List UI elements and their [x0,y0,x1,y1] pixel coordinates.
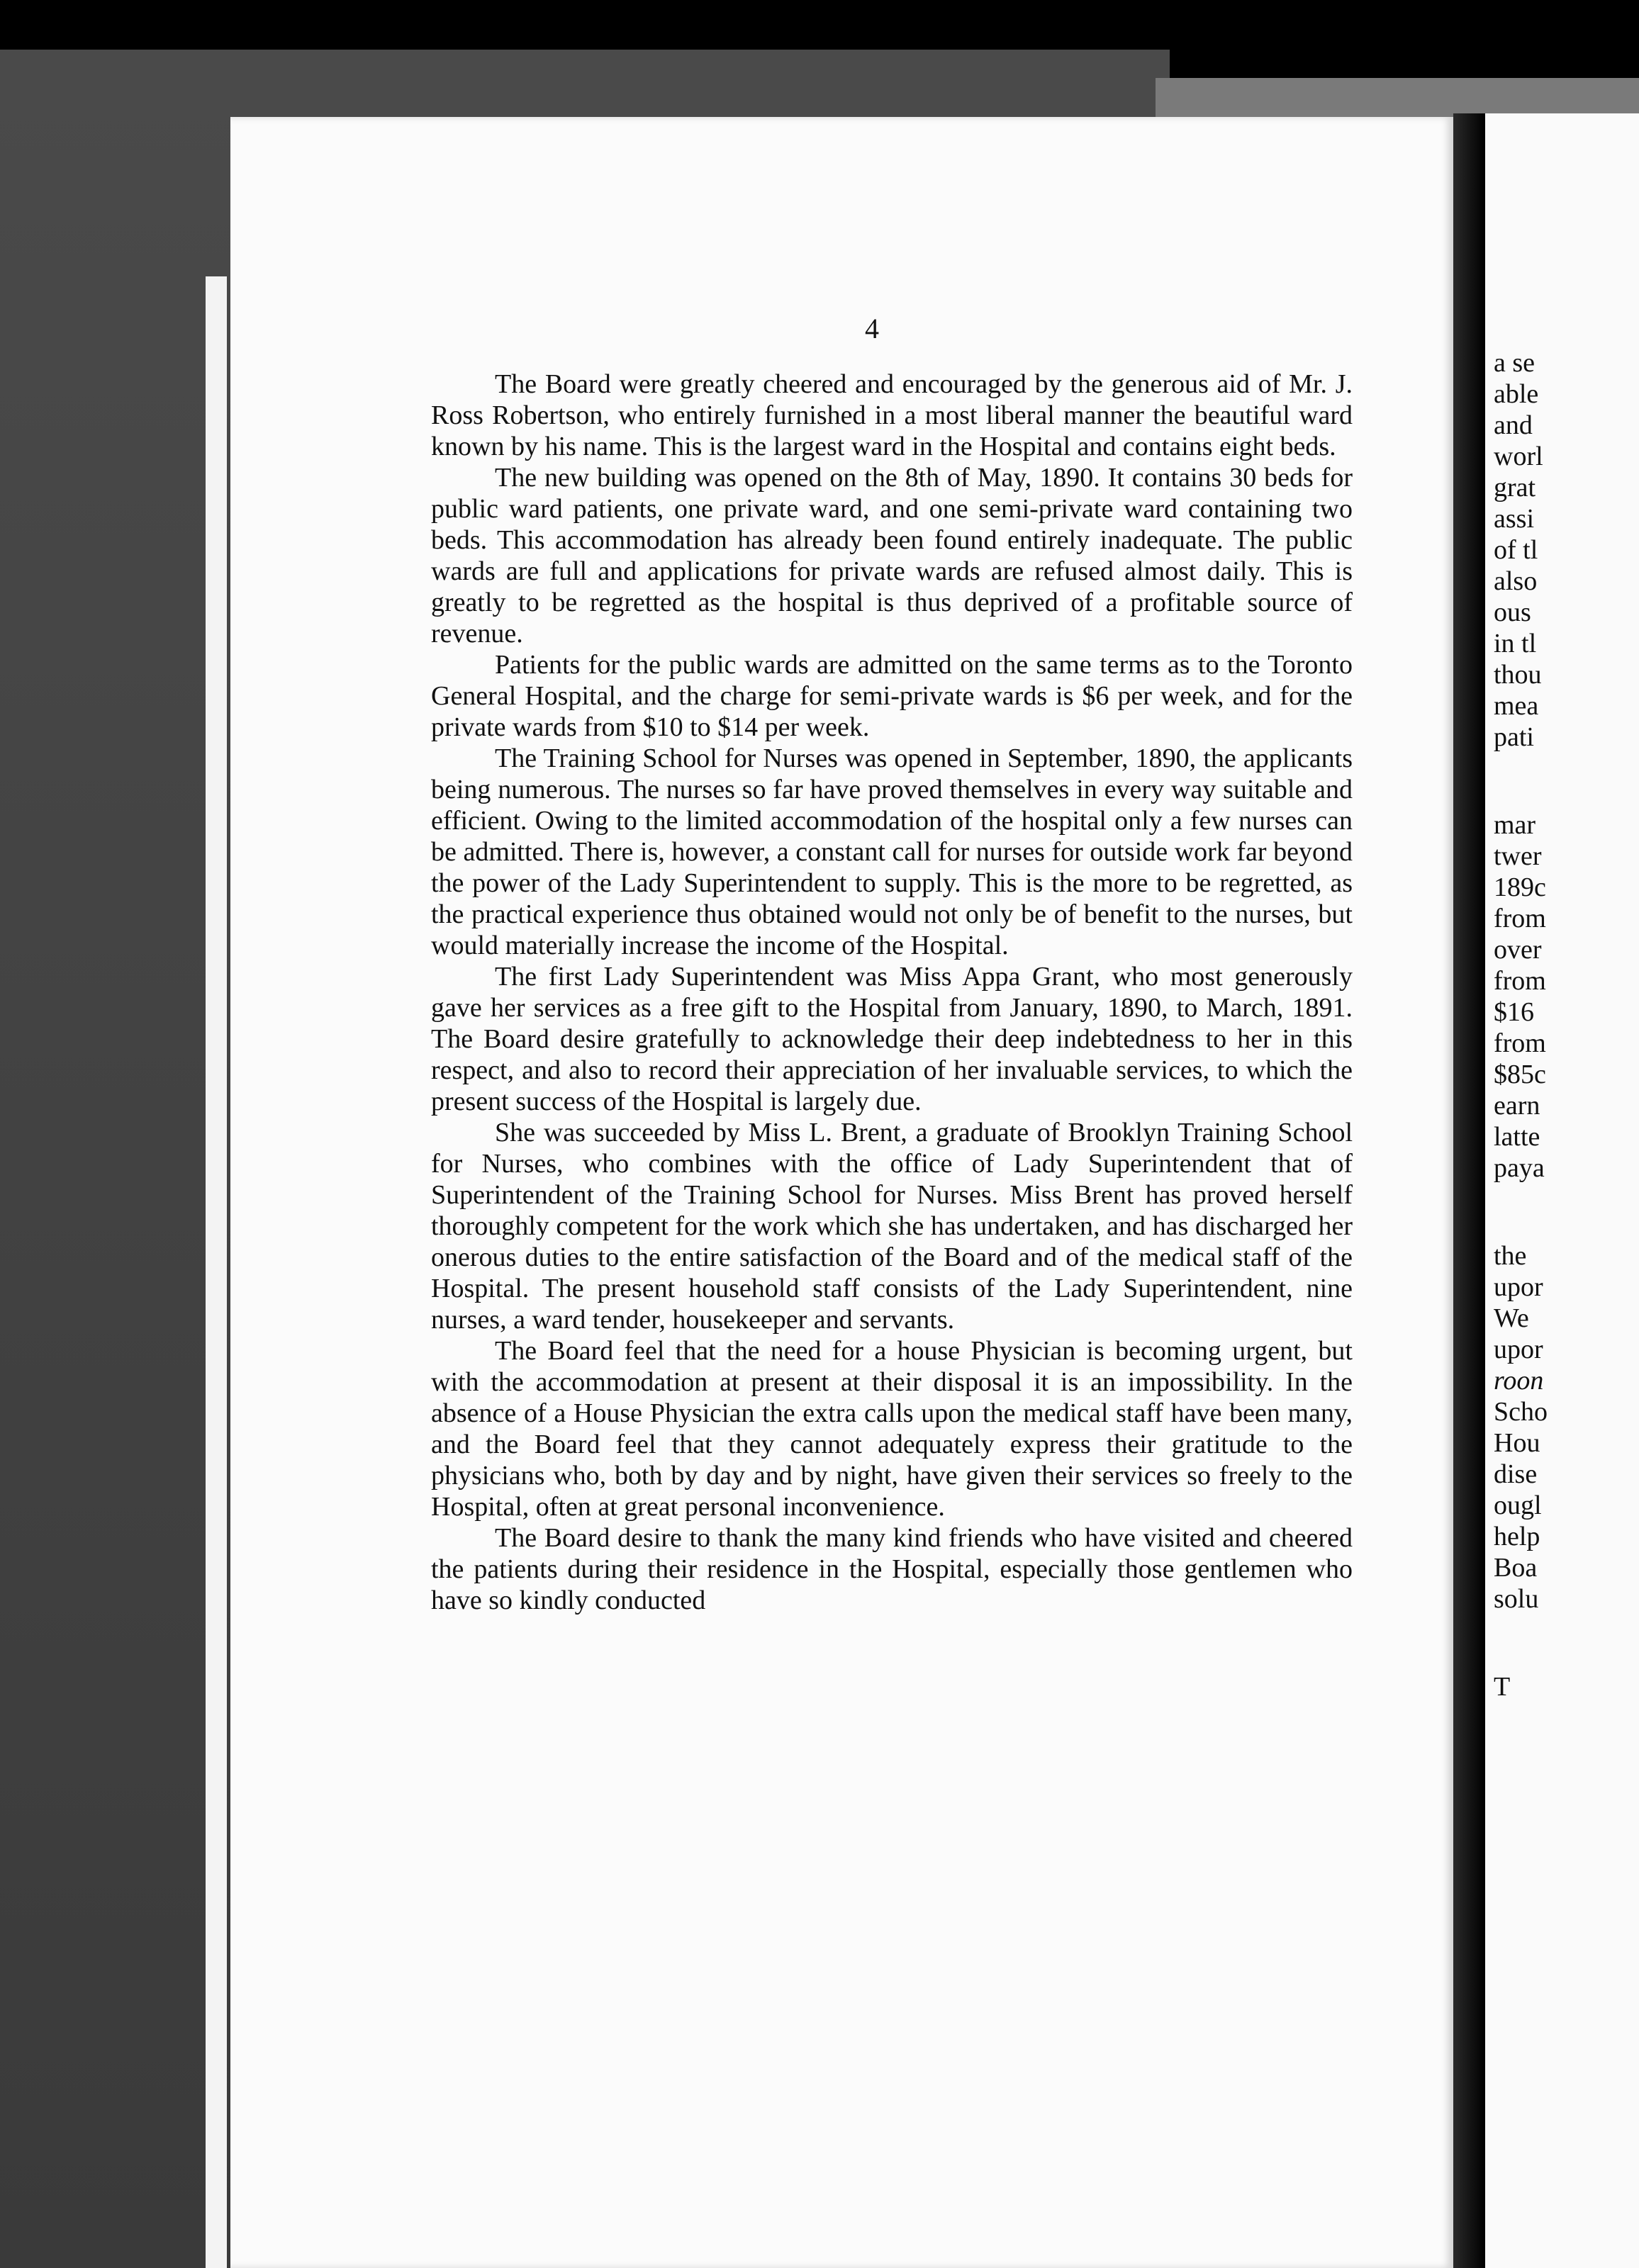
facing-line: Scho [1494,1397,1548,1427]
body-text [431,369,1353,1616]
facing-line: 189c [1494,872,1546,902]
facing-line: also [1494,566,1538,596]
facing-line: of tl [1494,535,1538,565]
facing-line: mar [1494,810,1536,840]
paragraph: The Board were greatly cheered and encouraged by the generous aid of Mr. J. Ross Robertson, who entirely furnished in a most liberal manner the beautiful ward known by his name. This is the largest ward in the Hospital and contains eight beds. [431,369,1353,461]
facing-line: Hou [1494,1428,1540,1458]
facing-line: able [1494,379,1539,409]
facing-line: roon [1494,1366,1544,1396]
facing-line: paya [1494,1153,1545,1183]
facing-line: from [1494,966,1546,996]
facing-line: Boa [1494,1553,1538,1583]
facing-line: We [1494,1303,1529,1333]
facing-page [1485,113,1639,2268]
page-edge [206,276,227,2268]
paragraph: Patients for the public wards are admitted on the same terms as to the Toronto General Hospital, and the charge for semi-private wards is $6 per week, and for the private wards from $10 to $14 per week. [431,650,1353,742]
paragraph: The Training School for Nurses was opened in September, 1890, the applicants being numerous. The nurses so far have proved themselves in every way suitable and efficient. Owing to the limited accommodation of the hospital only a few nurses can be admitted. There is, however, a constant call for nurses for outside work far beyond the power of the Lady Superintendent to supply. This is the more to be regretted, as the practical experience thus obtained would not only be of benefit to the nurses, but would materially increase the income of the Hospital. [431,743,1353,960]
facing-page-text [1494,347,1639,1702]
facing-line: upor [1494,1272,1543,1302]
facing-line: thou [1494,660,1542,690]
facing-line: ous [1494,597,1531,627]
facing-line: worl [1494,442,1543,471]
facing-line: mea [1494,691,1539,721]
facing-line: over [1494,935,1542,965]
facing-line: dise [1494,1459,1538,1489]
page-number: 4 [865,313,879,344]
facing-line: pati [1494,722,1534,752]
book-gutter [1453,113,1485,2268]
facing-line: the [1494,1241,1527,1271]
paragraph: The first Lady Superintendent was Miss Appa Grant, who most generously gave her services as a free gift to the Hospital from January, 1890, to March, 1891. The Board desire gratefully to acknowledge their deep indebtedness to her in this respect, and also to record their appreciation of her invaluable services, to which the present success of the Hospital is largely due. [431,962,1353,1116]
facing-line: and [1494,410,1533,440]
facing-line: assi [1494,504,1534,534]
facing-line: ougl [1494,1491,1542,1520]
facing-line: help [1494,1522,1540,1551]
paragraph: The Board desire to thank the many kind friends who have visited and cheered the patients during their residence in the Hospital, especially those gentlemen who have so kindly conducted [431,1523,1353,1615]
paragraph: The new building was opened on the 8th of May, 1890. It contains 30 beds for public ward patients, one private ward, and one semi-private ward containing two beds. This accommodation has already been found entirely inadequate. The public wards are full and applications for private wards are refused almost daily. This is greatly to be regretted as the hospital is thus deprived of a profitable source of revenue. [431,463,1353,649]
facing-line: in tl [1494,629,1537,658]
facing-line: from [1494,1028,1546,1058]
facing-line: $85c [1494,1060,1546,1089]
facing-line: grat [1494,473,1536,503]
facing-line: upor [1494,1335,1543,1364]
facing-line: solu [1494,1584,1539,1614]
facing-line: earn [1494,1091,1540,1121]
facing-line: T [1494,1672,1511,1702]
facing-line: a se [1494,348,1535,378]
paragraph: She was succeeded by Miss L. Brent, a graduate of Brooklyn Training School for Nurses, who combines with the office of Lady Superintendent that of Superintendent of the Training School for Nurses. Miss Brent has proved herself thoroughly competent for the work which she has undertaken, and has discharged her onerous duties to the entire satisfaction of the Board and of the medical staff of the Hospital. The present household staff consists of the Lady Superintendent, nine nurses, a ward tender, housekeeper and servants. [431,1118,1353,1335]
facing-line: latte [1494,1122,1540,1152]
facing-line: from [1494,904,1546,933]
facing-line: twer [1494,841,1542,871]
facing-line: $16 [1494,997,1534,1027]
paragraph: The Board feel that the need for a house Physician is becoming urgent, but with the accommodation at present at their disposal it is an impossibility. In the absence of a House Physician the extra calls upon the medical staff have been many, and the Board feel that they cannot adequately express their gratitude to the physicians who, both by day and by night, have given their services so freely to the Hospital, often at great personal inconvenience. [431,1336,1353,1522]
